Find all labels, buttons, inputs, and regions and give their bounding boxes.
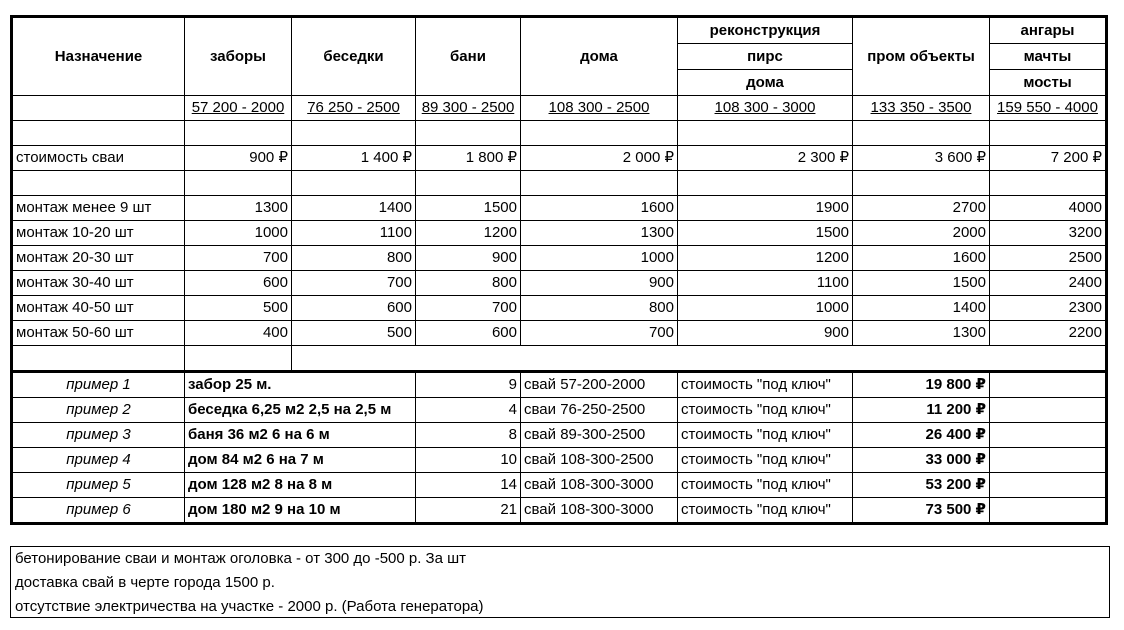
example-row	[12, 448, 1107, 473]
install-label[interactable]: монтаж 10-20 шт	[12, 221, 185, 246]
example-total[interactable]: 73 500 ₽	[853, 498, 990, 524]
install-cell[interactable]: 1400	[292, 196, 416, 221]
cell-empty[interactable]	[990, 498, 1107, 524]
example-type[interactable]: стоимость "под ключ"	[678, 423, 853, 448]
example-pile[interactable]: свай 57-200-2000	[521, 372, 678, 398]
install-cell[interactable]: 800	[521, 296, 678, 321]
cell-empty[interactable]	[12, 171, 185, 196]
header-purpose[interactable]: Назначение	[12, 17, 185, 96]
cell-empty[interactable]	[678, 171, 853, 196]
header-saunas[interactable]: бани	[416, 17, 521, 96]
cell-empty[interactable]	[416, 121, 521, 146]
cell-empty[interactable]	[12, 96, 185, 121]
example-desc[interactable]: баня 36 м2 6 на 6 м	[185, 423, 416, 448]
example-total[interactable]: 33 000 ₽	[853, 448, 990, 473]
size-cell[interactable]: 108 300 - 3000	[678, 96, 853, 121]
cell-empty[interactable]	[12, 346, 185, 372]
size-cell[interactable]: 89 300 - 2500	[416, 96, 521, 121]
example-row	[12, 372, 1107, 398]
install-cell[interactable]: 700	[416, 296, 521, 321]
cell-empty[interactable]	[853, 121, 990, 146]
example-name[interactable]: пример 6	[12, 498, 185, 524]
install-cell[interactable]: 1300	[185, 196, 292, 221]
install-cell[interactable]: 1200	[416, 221, 521, 246]
example-count[interactable]: 4	[416, 398, 521, 423]
install-cell[interactable]: 3200	[990, 221, 1107, 246]
install-label[interactable]: монтаж 40-50 шт	[12, 296, 185, 321]
example-pile[interactable]: свай 89-300-2500	[521, 423, 678, 448]
install-cell[interactable]: 1200	[678, 246, 853, 271]
pile-cost-cell[interactable]: 2 000 ₽	[521, 146, 678, 171]
install-cell[interactable]: 1900	[678, 196, 853, 221]
cell-empty[interactable]	[185, 171, 292, 196]
install-cell[interactable]: 1500	[853, 271, 990, 296]
install-cell[interactable]: 800	[292, 246, 416, 271]
table-row	[12, 221, 1107, 246]
cell-empty[interactable]	[990, 448, 1107, 473]
install-cell[interactable]: 700	[185, 246, 292, 271]
table-row	[12, 321, 1107, 346]
cell-empty[interactable]	[853, 171, 990, 196]
example-total[interactable]: 19 800 ₽	[853, 372, 990, 398]
price-table	[10, 15, 1108, 525]
example-row	[12, 498, 1107, 524]
note-line[interactable]: отсутствие электричества на участке - 2000 р. (Работа генератора)	[15, 598, 484, 615]
cell-empty[interactable]	[990, 121, 1107, 146]
example-type[interactable]: стоимость "под ключ"	[678, 398, 853, 423]
header-reconstruction[interactable]: реконструкция	[678, 17, 853, 44]
cell-empty[interactable]	[416, 171, 521, 196]
install-cell[interactable]: 1600	[853, 246, 990, 271]
example-total[interactable]: 26 400 ₽	[853, 423, 990, 448]
example-pile[interactable]: свай 108-300-3000	[521, 498, 678, 524]
install-cell[interactable]: 1000	[185, 221, 292, 246]
example-count[interactable]: 21	[416, 498, 521, 524]
header-houses[interactable]: дома	[521, 17, 678, 96]
install-cell[interactable]: 1400	[853, 296, 990, 321]
example-name[interactable]: пример 5	[12, 473, 185, 498]
pile-cost-cell[interactable]: 3 600 ₽	[853, 146, 990, 171]
install-label[interactable]: монтаж 50-60 шт	[12, 321, 185, 346]
install-label[interactable]: монтаж 30-40 шт	[12, 271, 185, 296]
example-pile[interactable]: свай 108-300-2500	[521, 448, 678, 473]
example-type[interactable]: стоимость "под ключ"	[678, 498, 853, 524]
install-cell[interactable]: 400	[185, 321, 292, 346]
install-cell[interactable]: 2400	[990, 271, 1107, 296]
example-desc[interactable]: дом 84 м2 6 на 7 м	[185, 448, 416, 473]
install-label[interactable]: монтаж 20-30 шт	[12, 246, 185, 271]
example-desc[interactable]: забор 25 м.	[185, 372, 416, 398]
install-cell[interactable]: 1500	[678, 221, 853, 246]
example-desc[interactable]: дом 180 м2 9 на 10 м	[185, 498, 416, 524]
cell-empty[interactable]	[521, 121, 678, 146]
example-desc[interactable]: дом 128 м2 8 на 8 м	[185, 473, 416, 498]
size-cell[interactable]: 76 250 - 2500	[292, 96, 416, 121]
cell-empty[interactable]	[292, 121, 416, 146]
example-row	[12, 423, 1107, 448]
size-cell[interactable]: 133 350 - 3500	[853, 96, 990, 121]
table-row	[12, 246, 1107, 271]
example-name[interactable]: пример 3	[12, 423, 185, 448]
install-cell[interactable]: 600	[416, 321, 521, 346]
size-cell[interactable]: 159 550 - 4000	[990, 96, 1107, 121]
example-type[interactable]: стоимость "под ключ"	[678, 372, 853, 398]
cell-empty[interactable]	[292, 171, 416, 196]
example-total[interactable]: 11 200 ₽	[853, 398, 990, 423]
example-pile[interactable]: свай 108-300-3000	[521, 473, 678, 498]
pile-cost-cell[interactable]: 1 400 ₽	[292, 146, 416, 171]
install-cell[interactable]: 900	[678, 321, 853, 346]
install-cell[interactable]: 900	[521, 271, 678, 296]
example-pile[interactable]: сваи 76-250-2500	[521, 398, 678, 423]
note-line[interactable]: бетонирование сваи и монтаж оголовка - от 300 до -500 р. За шт	[15, 550, 467, 567]
header-industrial[interactable]: пром объекты	[853, 17, 990, 96]
cell-empty[interactable]	[990, 171, 1107, 196]
pile-cost-cell[interactable]: 900 ₽	[185, 146, 292, 171]
example-type[interactable]: стоимость "под ключ"	[678, 473, 853, 498]
install-cell[interactable]: 2200	[990, 321, 1107, 346]
install-cell[interactable]: 4000	[990, 196, 1107, 221]
example-name[interactable]: пример 4	[12, 448, 185, 473]
install-cell[interactable]: 500	[185, 296, 292, 321]
header-bridges[interactable]: мосты	[990, 70, 1107, 96]
pile-cost-cell[interactable]: 7 200 ₽	[990, 146, 1107, 171]
example-total[interactable]: 53 200 ₽	[853, 473, 990, 498]
header-masts[interactable]: мачты	[990, 44, 1107, 70]
install-cell[interactable]: 600	[185, 271, 292, 296]
example-name[interactable]: пример 1	[12, 372, 185, 398]
cell-empty[interactable]	[990, 398, 1107, 423]
example-desc[interactable]: беседка 6,25 м2 2,5 на 2,5 м	[185, 398, 416, 423]
size-cell[interactable]: 108 300 - 2500	[521, 96, 678, 121]
install-label[interactable]: монтаж менее 9 шт	[12, 196, 185, 221]
install-cell[interactable]: 1300	[853, 321, 990, 346]
example-row	[12, 473, 1107, 498]
table-row	[12, 296, 1107, 321]
header-gazebos[interactable]: беседки	[292, 17, 416, 96]
cell-empty[interactable]	[678, 121, 853, 146]
note-line[interactable]: доставка свай в черте города 1500 р.	[15, 574, 275, 591]
install-cell[interactable]: 700	[521, 321, 678, 346]
cell-empty[interactable]	[185, 121, 292, 146]
install-cell[interactable]: 600	[292, 296, 416, 321]
example-name[interactable]: пример 2	[12, 398, 185, 423]
install-cell[interactable]: 2500	[990, 246, 1107, 271]
cell-empty[interactable]	[990, 473, 1107, 498]
install-cell[interactable]: 700	[292, 271, 416, 296]
install-cell[interactable]: 2700	[853, 196, 990, 221]
cell-empty[interactable]	[990, 372, 1107, 398]
table-row	[12, 271, 1107, 296]
cell-empty[interactable]	[12, 121, 185, 146]
example-count[interactable]: 9	[416, 372, 521, 398]
example-type[interactable]: стоимость "под ключ"	[678, 448, 853, 473]
cell-empty[interactable]	[521, 171, 678, 196]
header-houses-2[interactable]: дома	[678, 70, 853, 96]
install-cell[interactable]: 1600	[521, 196, 678, 221]
install-cell[interactable]: 2300	[990, 296, 1107, 321]
install-cell[interactable]: 2000	[853, 221, 990, 246]
install-cell[interactable]: 1000	[678, 296, 853, 321]
pile-cost-cell[interactable]: 2 300 ₽	[678, 146, 853, 171]
install-cell[interactable]: 500	[292, 321, 416, 346]
example-count[interactable]: 10	[416, 448, 521, 473]
install-cell[interactable]: 1000	[521, 246, 678, 271]
install-cell[interactable]: 1100	[678, 271, 853, 296]
cell-empty[interactable]	[292, 346, 1107, 372]
install-cell[interactable]: 1500	[416, 196, 521, 221]
install-cell[interactable]: 1100	[292, 221, 416, 246]
header-hangars[interactable]: ангары	[990, 17, 1107, 44]
pile-cost-cell[interactable]: 1 800 ₽	[416, 146, 521, 171]
header-pier[interactable]: пирс	[678, 44, 853, 70]
install-cell[interactable]: 1300	[521, 221, 678, 246]
install-cell[interactable]: 800	[416, 271, 521, 296]
example-count[interactable]: 8	[416, 423, 521, 448]
size-cell[interactable]: 57 200 - 2000	[185, 96, 292, 121]
cell-empty[interactable]	[990, 423, 1107, 448]
pile-cost-label[interactable]: стоимость сваи	[12, 146, 185, 171]
install-cell[interactable]: 900	[416, 246, 521, 271]
example-row	[12, 398, 1107, 423]
cell-empty[interactable]	[185, 346, 292, 372]
notes-box	[10, 546, 1110, 618]
example-count[interactable]: 14	[416, 473, 521, 498]
header-fences[interactable]: заборы	[185, 17, 292, 96]
table-row	[12, 196, 1107, 221]
